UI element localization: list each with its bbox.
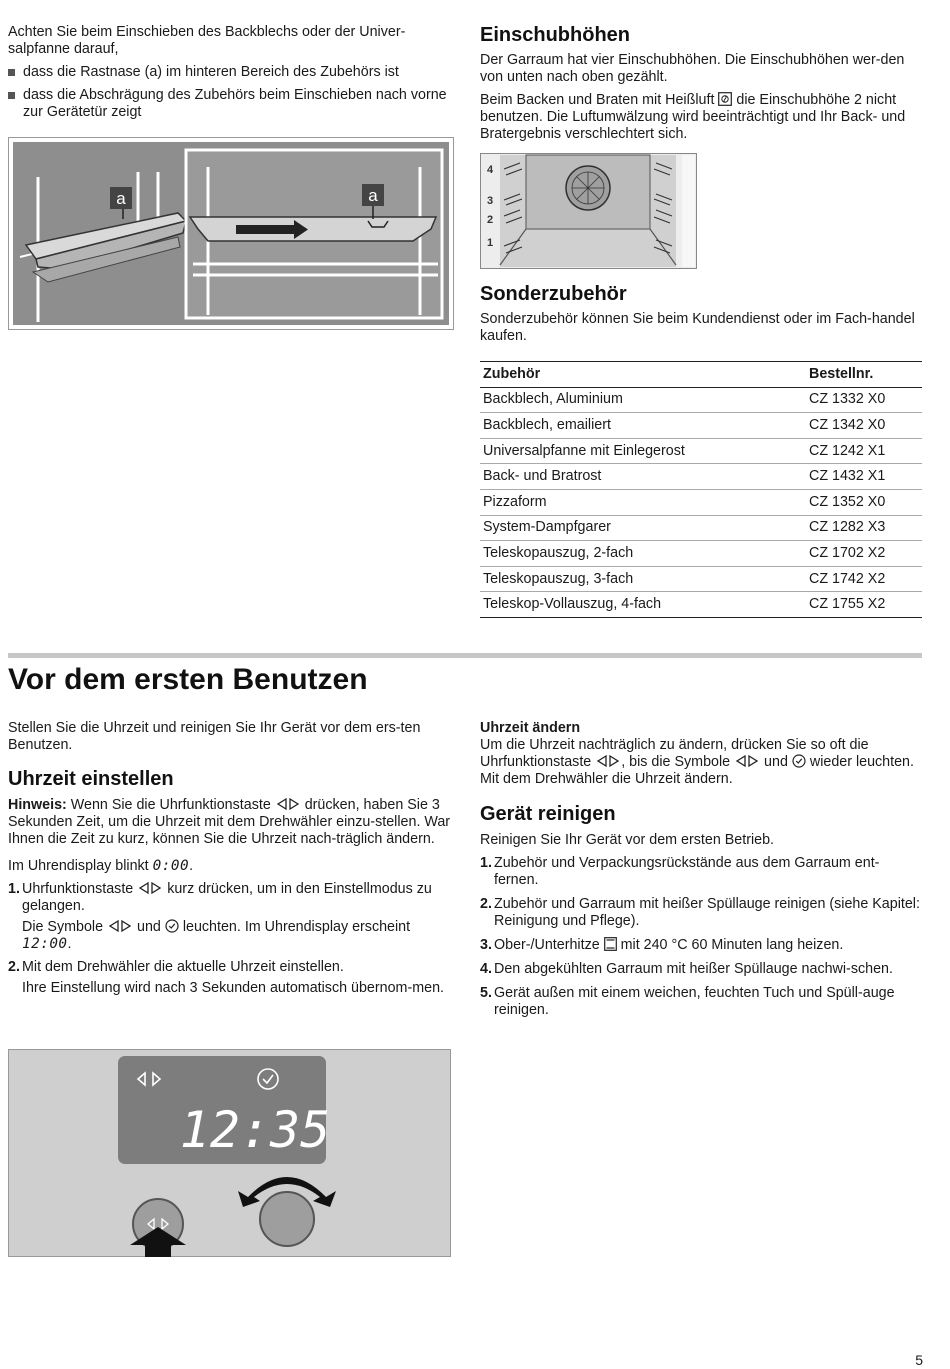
cell-bestellnr: CZ 1242 X1 bbox=[806, 438, 922, 464]
table-row bbox=[480, 566, 922, 592]
table-row bbox=[480, 515, 922, 541]
clock-icon bbox=[792, 754, 806, 768]
cell-zubehoer: Universalpfanne mit Einlegerost bbox=[480, 438, 806, 464]
heissluft-icon bbox=[718, 92, 732, 106]
clock-function-key-icon bbox=[734, 754, 760, 768]
reinigen-step-4: 4. Den abgekühlten Garraum mit heißer Spüllauge nachwi-schen. bbox=[480, 961, 893, 977]
cell-zubehoer: Pizzaform bbox=[480, 489, 806, 515]
clock-function-key-icon bbox=[595, 754, 621, 768]
chapter-divider bbox=[8, 653, 922, 658]
label-a-left: a bbox=[116, 189, 126, 208]
table-row bbox=[480, 541, 922, 567]
cell-bestellnr: CZ 1755 X2 bbox=[806, 592, 922, 618]
table-row bbox=[480, 464, 922, 490]
reinigen-step-2: 2. Zubehör und Garraum mit heißer Spüllauge reinigen (siehe Kapitel: Reinigung und Pflege). bbox=[480, 896, 920, 929]
tray-insertion-figure bbox=[8, 137, 454, 330]
uhrzeit-step-1: 1. Uhrfunktionstaste kurz drücken, um in den Einstellmodus zu gelangen. bbox=[8, 881, 432, 914]
heissluft-warning: Beim Backen und Braten mit Heißluft die Einschubhöhe 2 nicht benutzen. Die Luftumwälzung wird beeinträchtigt und Ihr Back- und Bratergebnis verschlechtert sich. bbox=[480, 92, 906, 142]
table-row bbox=[480, 413, 922, 439]
clock-function-key-icon bbox=[275, 797, 301, 811]
table-row bbox=[480, 438, 922, 464]
level-4-label: 4 bbox=[486, 164, 494, 176]
cell-bestellnr: CZ 1702 X2 bbox=[806, 541, 922, 567]
display-value-blink: 0:00 bbox=[152, 858, 190, 874]
accessory-table bbox=[480, 361, 922, 618]
level-2-label: 2 bbox=[486, 214, 494, 226]
cell-zubehoer: Backblech, Aluminium bbox=[480, 387, 806, 413]
level-3-label: 3 bbox=[486, 195, 494, 207]
col-header-zubehoer: Zubehör bbox=[480, 362, 806, 388]
hinweis-note: Hinweis: Wenn Sie die Uhrfunktionstaste drücken, haben Sie 3 Sekunden Zeit, um die Uhrzeit mit dem Drehwähler einzu-stellen. War Ihnen die Zeit zu kurz, können Sie die Uhrzeit nach-träglich ändern. bbox=[8, 797, 451, 847]
clock-function-key-icon bbox=[137, 881, 163, 895]
uhrzeit-step-2-result: Ihre Einstellung wird nach 3 Sekunden automatisch übernom-men. bbox=[22, 980, 444, 996]
reinigen-intro: Reinigen Sie Ihr Gerät vor dem ersten Betrieb. bbox=[480, 832, 775, 848]
sonderzubehoer-section bbox=[480, 282, 922, 345]
cell-zubehoer: System-Dampfgarer bbox=[480, 515, 806, 541]
chapter-heading: Vor dem ersten Benutzen bbox=[8, 663, 368, 696]
cell-bestellnr: CZ 1342 X0 bbox=[806, 413, 922, 439]
geraet-reinigen-heading: Gerät reinigen bbox=[480, 803, 616, 825]
einschubhoehen-text: Der Garraum hat vier Einschubhöhen. Die Einschubhöhen wer-den von unten nach oben gezählt. bbox=[480, 52, 905, 85]
insert-intro: Achten Sie beim Einschieben des Backblechs oder der Univer-salpfanne darauf, bbox=[8, 24, 406, 57]
cell-zubehoer: Backblech, emailiert bbox=[480, 413, 806, 439]
display-value-set: 12:00 bbox=[22, 936, 68, 952]
cell-bestellnr: CZ 1352 X0 bbox=[806, 489, 922, 515]
clock-function-key-icon bbox=[107, 919, 133, 933]
blink-note: Im Uhrendisplay blinkt 0:00. bbox=[8, 858, 194, 874]
right-bottom-column bbox=[480, 720, 922, 1019]
level-1-label: 1 bbox=[486, 237, 494, 249]
cell-zubehoer: Teleskop-Vollauszug, 4-fach bbox=[480, 592, 806, 618]
cell-zubehoer: Back- und Bratrost bbox=[480, 464, 806, 490]
clock-icon bbox=[165, 919, 179, 933]
uhrzeit-aendern-text: Um die Uhrzeit nachträglich zu ändern, drücken Sie so oft die Uhrfunktionstaste , bis die Symbole und wieder leuchten. Mit dem Drehwähler die Uhrzeit ändern. bbox=[480, 737, 914, 787]
sonderzubehoer-text: Sonderzubehör können Sie beim Kundendienst oder im Fach-handel kaufen. bbox=[480, 311, 915, 344]
bullet-abschraegung: dass die Abschrägung des Zubehörs beim Einschieben nach vorne zur Gerätetür zeigt bbox=[8, 87, 454, 121]
page-number: 5 bbox=[915, 1352, 923, 1368]
reinigen-step-3: 3. Ober-/Unterhitze mit 240 °C 60 Minuten lang heizen. bbox=[480, 937, 844, 953]
bullet-rastnase: dass die Rastnase (a) im hinteren Bereich des Zubehörs ist bbox=[8, 64, 454, 81]
reinigen-step-5: 5. Gerät außen mit einem weichen, feuchten Tuch und Spüll-auge reinigen. bbox=[480, 985, 895, 1018]
oven-levels-figure bbox=[480, 153, 697, 269]
sonderzubehoer-heading: Sonderzubehör bbox=[480, 283, 627, 305]
cell-bestellnr: CZ 1332 X0 bbox=[806, 387, 922, 413]
ober-unterhitze-icon bbox=[604, 937, 617, 951]
einschubhoehen-heading: Einschubhöhen bbox=[480, 24, 630, 46]
cell-bestellnr: CZ 1282 X3 bbox=[806, 515, 922, 541]
uhrzeit-aendern-heading: Uhrzeit ändern bbox=[480, 720, 581, 736]
uhrzeit-einstellen-heading: Uhrzeit einstellen bbox=[8, 768, 174, 790]
chapter-intro: Stellen Sie die Uhrzeit und reinigen Sie Ihr Gerät vor dem ers-ten Benutzen. bbox=[8, 720, 421, 753]
display-time: 12:35 bbox=[179, 1101, 331, 1159]
cell-bestellnr: CZ 1432 X1 bbox=[806, 464, 922, 490]
reinigen-step-1: 1. Zubehör und Verpackungsrückstände aus dem Garraum ent-fernen. bbox=[480, 855, 880, 888]
uhrzeit-column bbox=[8, 720, 454, 997]
label-a-right: a bbox=[368, 186, 378, 205]
col-header-bestellnr: Bestellnr. bbox=[806, 362, 922, 388]
table-row bbox=[480, 387, 922, 413]
rotary-knob[interactable] bbox=[260, 1192, 314, 1246]
control-panel-figure bbox=[8, 1049, 451, 1257]
uhrzeit-step-2: 2. Mit dem Drehwähler die aktuelle Uhrzeit einstellen. bbox=[8, 959, 344, 975]
uhrzeit-step-1-result: Die Symbole und leuchten. Im Uhrendisplay erscheint 12:00. bbox=[22, 919, 411, 952]
accessory-insert-instructions bbox=[8, 24, 454, 121]
einschubhoehen-section bbox=[480, 23, 922, 143]
cell-zubehoer: Teleskopauszug, 2-fach bbox=[480, 541, 806, 567]
cell-zubehoer: Teleskopauszug, 3-fach bbox=[480, 566, 806, 592]
table-header-row bbox=[480, 362, 922, 388]
table-row bbox=[480, 592, 922, 618]
cell-bestellnr: CZ 1742 X2 bbox=[806, 566, 922, 592]
table-row bbox=[480, 489, 922, 515]
